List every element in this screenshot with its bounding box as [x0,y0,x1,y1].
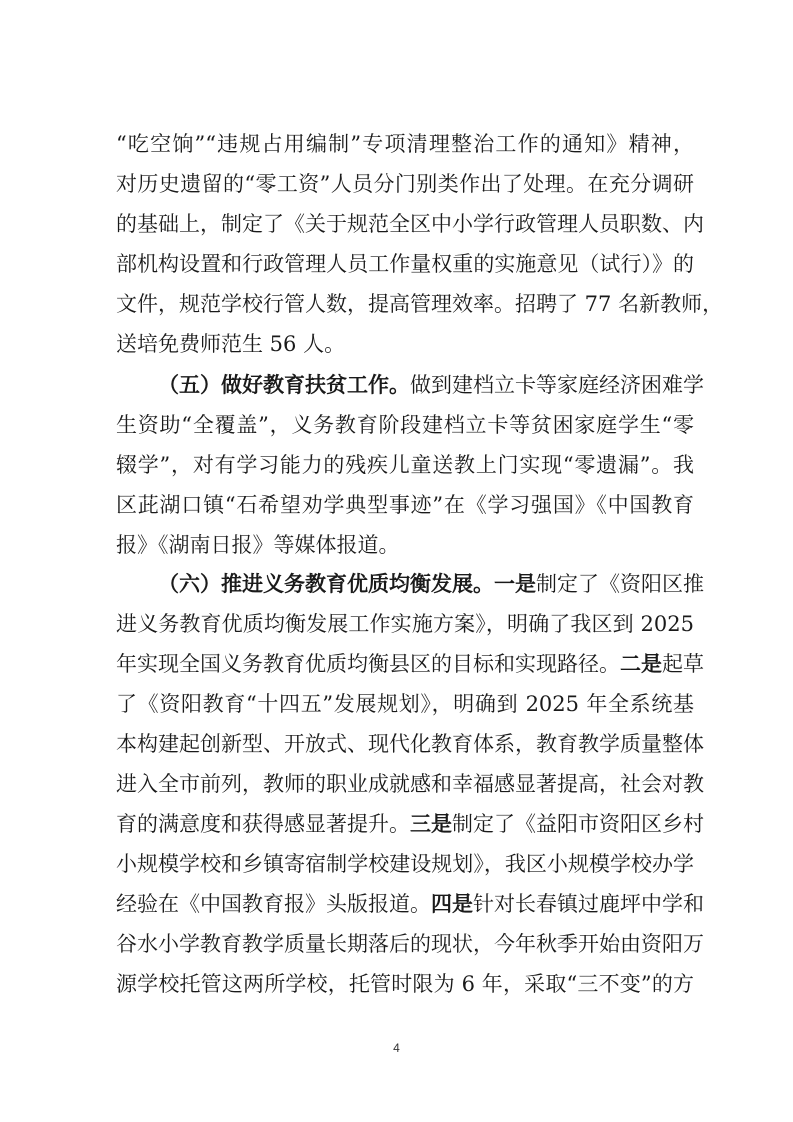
text-run: 制定了《益阳市资阳区乡村 [452,812,704,836]
item-marker: 四是 [431,891,473,916]
paragraph-staffing [116,124,724,364]
text-run: 起草 [662,652,704,676]
text-line [116,564,704,604]
text-line: 本构建起创新型、开放式、现代化教育体系，教育教学质量整体 [116,732,704,756]
text-line: 部机构设置和行政管理人员工作量权重的实施意见（试行）》的 [116,252,694,276]
text-line [116,644,704,684]
text-run: 制定了《资阳区推 [536,572,704,596]
text-line: 辍学”，对有学习能力的残疾儿童送教上门实现“零遗漏”。我 [116,453,694,477]
text-line: 生资助“全覆盖”，义务教育阶段建档立卡等贫困家庭学生“零 [116,413,694,437]
text-line: 谷水小学教育教学质量长期落后的现状，今年秋季开始由资阳万 [116,932,704,956]
text-line: 对历史遗留的“零工资”人员分门别类作出了处理。在充分调研 [116,172,694,196]
text-line: 区茈湖口镇“石希望劝学典型事迹”在《学习强国》《中国教育 [116,493,694,517]
text-line [116,365,704,405]
text-line: 进入全市前列，教师的职业成就感和幸福感显著提高，社会对教 [116,772,704,796]
text-run: 经验在《中国教育报》头版报道。 [116,892,431,916]
text-run: 育的满意度和获得感显著提升。 [116,812,410,836]
text-line: 了《资阳教育“十四五”发展规划》，明确到 2025 年全系统基 [116,692,694,716]
text-run: 针对长春镇过鹿坪中学和 [473,892,704,916]
text-line: 报》《湖南日报》等媒体报道。 [116,533,400,557]
text-line: 小规模学校和乡镇寄宿制学校建设规划》，我区小规模学校办学 [116,852,694,876]
item-marker: 一是 [494,571,536,596]
text-line: 进义务教育优质均衡发展工作实施方案》，明确了我区到 2025 [116,612,694,636]
paragraph-balanced-development [116,564,704,1004]
text-line: 送培免费师范生 56 人。 [116,332,346,356]
text-line: “吃空饷”“违规占用编制”专项清理整治工作的通知》精神， [116,132,694,156]
paragraph-poverty-alleviation [116,365,704,565]
section-heading: （六）推进义务教育优质均衡发展。 [158,571,494,596]
item-marker: 三是 [410,811,452,836]
text-run: 做到建档立卡等家庭经济困难学 [410,373,704,397]
item-marker: 二是 [620,651,662,676]
text-line [116,804,704,844]
text-line: 文件，规范学校行管人数，提高管理效率。招聘了 77 名新教师， [116,292,724,316]
text-run: 年实现全国义务教育优质均衡县区的目标和实现路径。 [116,652,620,676]
text-line [116,884,704,924]
section-heading: （五）做好教育扶贫工作。 [158,372,410,397]
text-line: 的基础上，制定了《关于规范全区中小学行政管理人员职数、内 [116,212,704,236]
text-line: 源学校托管这两所学校，托管时限为 6 年，采取“三不变”的方 [116,972,694,996]
page-number: 4 [393,1041,400,1055]
